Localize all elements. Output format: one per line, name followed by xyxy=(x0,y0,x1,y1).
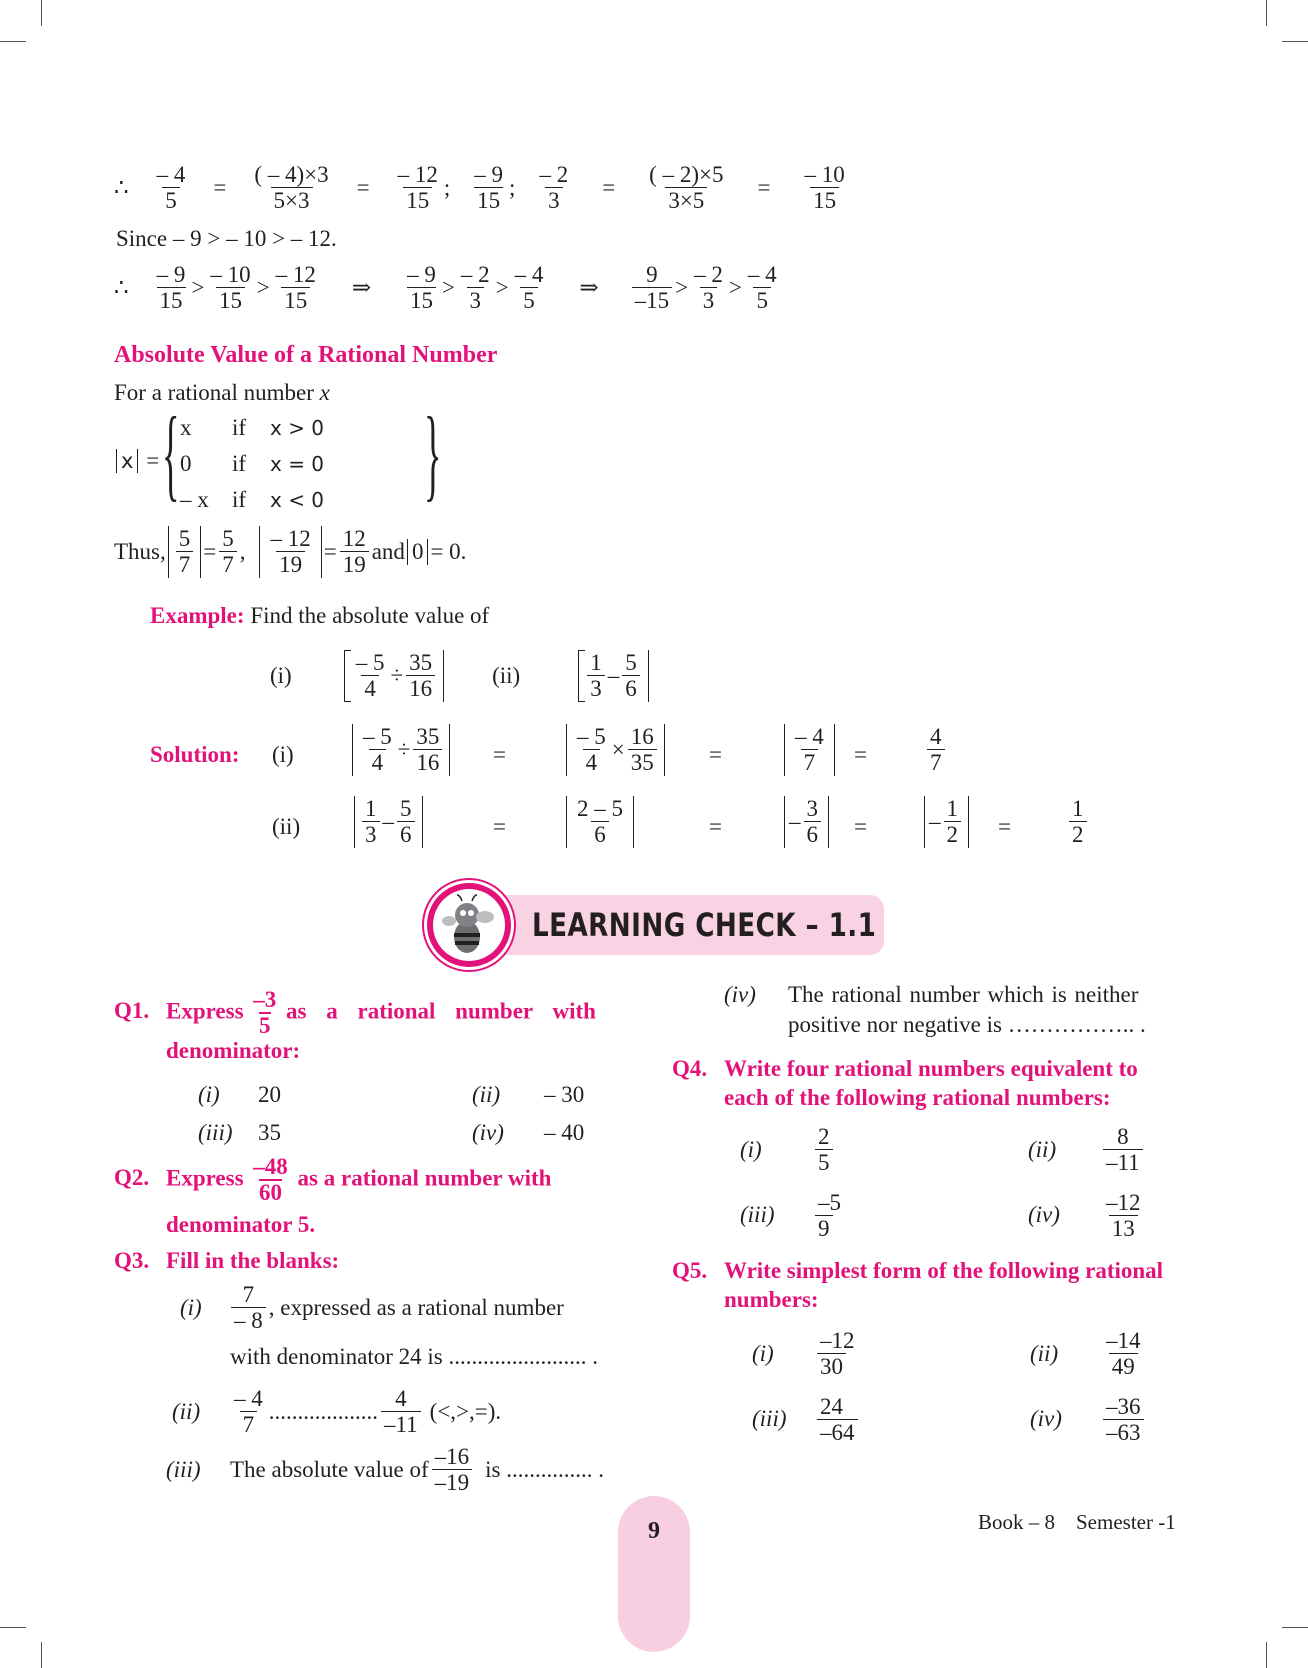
equals: = xyxy=(854,742,867,767)
solution-r1-c: $\frac{- 4}{7}$ xyxy=(782,724,837,776)
solution-r2-d: – $\frac{1}{2}$ xyxy=(922,796,971,848)
crop-mark xyxy=(1282,41,1308,42)
fraction: $\frac{- 4}{5}$ xyxy=(156,162,186,214)
solution-r2-a: $\frac{1}{3}$ – $\frac{5}{6}$ xyxy=(352,796,425,848)
crop-mark xyxy=(1282,1627,1308,1628)
question-1: Q1. Express $\frac{-3}{5}$ as a rational number with xyxy=(114,987,596,1039)
fraction: $\frac{- 2}{3}$ xyxy=(539,162,569,214)
q3-part-i: (i) $\frac{7}{- 8}$ , expressed as a rational number xyxy=(180,1282,564,1334)
question-5: Q5. Write simplest form of the following rational numbers: xyxy=(672,1258,1164,1312)
example-line: Example: Find the absolute value of xyxy=(150,603,490,628)
crop-mark xyxy=(41,1642,42,1668)
left-brace: { xyxy=(162,396,180,511)
crop-mark xyxy=(1266,0,1267,26)
fraction: $\frac{( - 2)\times 5}{3\times 5}$ xyxy=(649,162,724,214)
q1-options: (i) 20 (ii) – 30 (iii) 35 (iv) – 40 xyxy=(198,1082,585,1145)
q3-part-iii: (iii) The absolute value of $\frac{-16}{-19}$ is ............... . xyxy=(166,1444,604,1496)
fraction: $\frac{- 12}{15}$ xyxy=(397,162,438,214)
equals: = xyxy=(493,814,506,839)
equals: = xyxy=(998,814,1011,839)
section-heading: Absolute Value of a Rational Number xyxy=(114,342,498,368)
solution-part-i: (i) xyxy=(272,742,294,767)
therefore-symbol: ∴ xyxy=(114,174,129,200)
equals: = xyxy=(493,742,506,767)
crop-mark xyxy=(1266,1642,1267,1668)
implies-symbol: ⇒ xyxy=(579,274,599,300)
solution-r2-b: $\frac{2 - 5}{6}$ xyxy=(564,796,636,848)
solution-r1-a: $\frac{- 5}{4}$ ÷ $\frac{35}{16}$ xyxy=(350,724,452,776)
banner-title: LEARNING CHECK – 1.1 xyxy=(532,906,877,944)
equals: = xyxy=(709,814,722,839)
piecewise-definition: x = { x if x > 0 0 if x = 0 – x if x < 0 } xyxy=(114,408,354,518)
fraction: $\frac{- 9}{15}$ xyxy=(474,162,504,214)
solution-label: Solution: xyxy=(150,742,240,767)
question-4: Q4. Write four rational numbers equivalent to each of the following rational numbers: xyxy=(672,1056,1138,1110)
q3-part-i-line2: with denominator 24 is ........................ . xyxy=(230,1344,598,1369)
question-3: Q3. Fill in the blanks: xyxy=(114,1248,340,1273)
page-number: 9 xyxy=(648,1518,660,1544)
solution-r2-e: $\frac{1}{2}$ xyxy=(1066,796,1090,848)
right-brace: } xyxy=(424,396,442,511)
equation-line-1: ∴ $\frac{- 4}{5}$ = $\frac{( - 4)\times 3}{5\times 3}$ = $\frac{- 12}{15}$ ; $\frac{- 9}{15}$ ; $\frac{- 2}{3}$ = $\frac{( - 2)\times 5}{3\times 5}$ = $\frac{- 10}{15}$ xyxy=(114,162,851,214)
solution-r1-b: $\frac{- 5}{4}$ × $\frac{16}{35}$ xyxy=(564,724,667,776)
equals: = xyxy=(854,814,867,839)
q3-part-ii: (ii) $\frac{- 4}{7}$ ................... $\frac{4}{-11}$ (<,>,=). xyxy=(172,1386,502,1438)
q4-options: (i) $\frac{2}{5}$ (ii) $\frac{8}{-11}$ (iii) $\frac{-5}{9}$ (iv) $\frac{-12}{13}$ xyxy=(740,1124,1147,1227)
equals: = xyxy=(709,742,722,767)
crop-mark xyxy=(0,41,26,42)
solution-r1-d: $\frac{4}{7}$ xyxy=(924,724,948,776)
q5-options: (i) $\frac{-12}{30}$ (ii) $\frac{-14}{49}$ (iii) $\frac{24}{-64}$ (iv) $\frac{-36}{-63}$ xyxy=(752,1328,1147,1445)
crop-mark xyxy=(41,0,42,26)
solution-part-ii: (ii) xyxy=(272,814,301,839)
equation-line-3: ∴ $\frac{- 9}{15}$ > $\frac{- 10}{15}$ > $\frac{- 12}{15}$ ⇒ $\frac{- 9}{15}$ > $\frac{- 2}{3}$ > $\frac{- 4}{5}$ ⇒ $\frac{9}{-15}$ > $\frac{- 2}{3}$ > $\frac{- 4}{5}$ xyxy=(114,262,777,314)
footer-book: Book – 8 Semester -1 xyxy=(978,1510,1176,1534)
intro-text: For a rational number x xyxy=(114,380,330,405)
fraction: $\frac{- 10}{15}$ xyxy=(804,162,845,214)
bee-icon xyxy=(424,880,514,970)
solution-r2-c: – $\frac{3}{6}$ xyxy=(782,796,831,848)
fraction: $\frac{( - 4)\times 3}{5\times 3}$ xyxy=(254,162,329,214)
implies-symbol: ⇒ xyxy=(351,274,372,300)
example-parts: (i) $\frac{- 5}{4}$ ÷ $\frac{35}{16}$ (ii) $\frac{1}{3}$ – $\frac{5}{6}$ xyxy=(270,650,651,702)
thus-line: Thus, $\frac{5}{7}$ = $\frac{5}{7}$ , $\frac{- 12}{19}$ = $\frac{12}{19}$ and 0 = 0. xyxy=(114,526,467,578)
since-text: Since – 9 > – 10 > – 12. xyxy=(116,226,337,251)
question-1-line2: denominator: xyxy=(166,1038,301,1063)
crop-mark xyxy=(0,1627,26,1628)
q3-part-iv: (iv) The rational number which is neither positive nor negative is …………….. . xyxy=(724,982,1146,1037)
question-2-line2: denominator 5. xyxy=(166,1212,316,1237)
question-2: Q2. Express $\frac{-48}{60}$ as a rational number with xyxy=(114,1154,552,1206)
